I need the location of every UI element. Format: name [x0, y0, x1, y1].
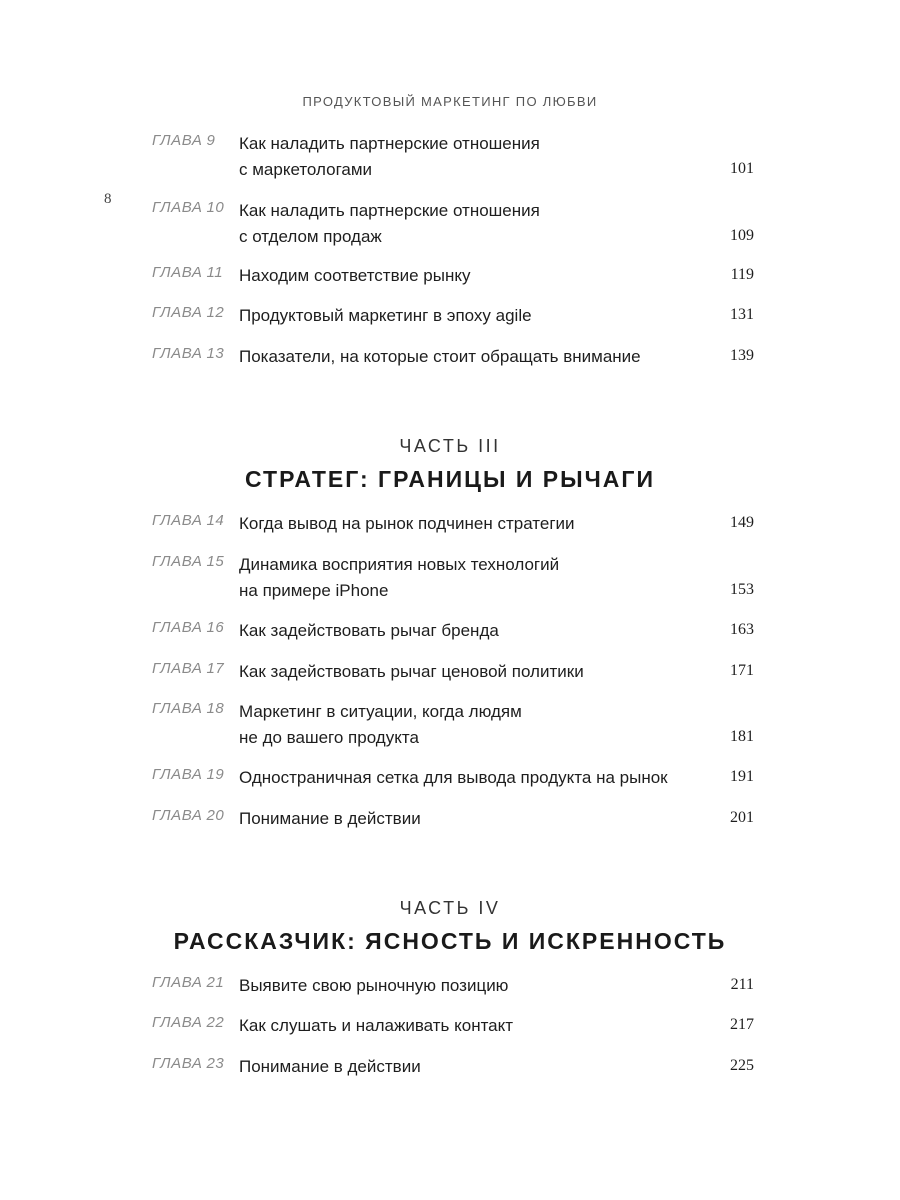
page-ref: 163: [730, 621, 754, 638]
chapter-title-line: Показатели, на которые стоит обращать внимание: [239, 347, 641, 366]
chapter-word: ГЛАВА: [152, 974, 203, 991]
chapter-title: [239, 973, 719, 999]
page-ref: 119: [730, 266, 754, 283]
chapter-word: ГЛАВА: [152, 1014, 203, 1031]
chapter-number: 12: [206, 304, 225, 321]
chapter-title: [239, 198, 719, 250]
chapter-label: [152, 660, 238, 677]
chapter-title-line: Как слушать и налаживать контакт: [239, 1016, 514, 1035]
chapter-title-line: с маркетологами: [239, 160, 373, 179]
chapter-title: [239, 511, 719, 537]
chapter-title-line: Маркетинг в ситуации, когда людям: [239, 702, 522, 721]
part-3-label: ЧАСТЬ III: [399, 436, 501, 456]
chapter-title: [239, 263, 719, 289]
page-ref: 181: [730, 728, 754, 745]
page-ref: 171: [730, 662, 754, 679]
chapter-title: [239, 765, 719, 791]
chapter-number: 14: [206, 512, 225, 529]
chapter-label: [152, 199, 238, 216]
chapter-number: 20: [206, 807, 225, 824]
chapter-title: [239, 303, 719, 329]
chapter-number: 17: [206, 660, 225, 677]
chapter-title: [239, 344, 719, 370]
page-ref: 217: [730, 1016, 754, 1033]
chapter-word: ГЛАВА: [152, 807, 203, 824]
chapter-title: [239, 659, 719, 685]
part-4-label: ЧАСТЬ IV: [399, 898, 501, 918]
chapter-title-line: Как задействовать рычаг бренда: [239, 621, 499, 640]
chapter-word: ГЛАВА: [152, 1055, 203, 1072]
page-ref: 211: [730, 976, 754, 993]
page-ref: 191: [730, 768, 754, 785]
chapter-number: 13: [206, 345, 225, 362]
chapter-word: ГЛАВА: [152, 553, 203, 570]
chapter-title-line: Динамика восприятия новых технологий: [239, 555, 560, 574]
chapter-number: 15: [206, 553, 225, 570]
chapter-number: 9: [206, 132, 216, 149]
chapter-label: [152, 619, 238, 636]
chapter-label: [152, 345, 238, 362]
chapter-word: ГЛАВА: [152, 345, 203, 362]
chapter-word: ГЛАВА: [152, 132, 203, 149]
page-ref: 201: [730, 809, 754, 826]
chapter-title-line: Как наладить партнерские отношения: [239, 201, 540, 220]
page-ref: 101: [730, 160, 754, 177]
chapter-word: ГЛАВА: [152, 264, 203, 281]
chapter-label: [152, 304, 238, 321]
chapter-number: 22: [206, 1014, 225, 1031]
chapter-label: [152, 553, 238, 570]
page-ref: 131: [730, 306, 754, 323]
chapter-title: [239, 552, 719, 604]
chapter-title: [239, 1013, 719, 1039]
chapter-title-line: Выявите свою рыночную позицию: [239, 976, 509, 995]
chapter-title-line: Продуктовый маркетинг в эпоху agile: [239, 306, 532, 325]
chapter-title-line: Находим соответствие рынку: [239, 266, 471, 285]
chapter-title-line: Когда вывод на рынок подчинен стратегии: [239, 514, 575, 533]
page-ref: 109: [730, 227, 754, 244]
chapter-number: 19: [206, 766, 225, 783]
chapter-title-line: Как задействовать рычаг ценовой политики: [239, 662, 584, 681]
chapter-label: [152, 1055, 238, 1072]
chapter-title: [239, 1054, 719, 1080]
chapter-number: 23: [206, 1055, 225, 1072]
chapter-number: 18: [206, 700, 225, 717]
chapter-word: ГЛАВА: [152, 304, 203, 321]
chapter-word: ГЛАВА: [152, 199, 203, 216]
chapter-label: [152, 512, 238, 529]
chapter-number: 16: [206, 619, 225, 636]
chapter-word: ГЛАВА: [152, 766, 203, 783]
chapter-title-line: Как наладить партнерские отношения: [239, 134, 540, 153]
chapter-label: [152, 1014, 238, 1031]
chapter-title-line: с отделом продаж: [239, 227, 382, 246]
chapter-label: [152, 132, 238, 149]
chapter-title-line: Одностраничная сетка для вывода продукта на рынок: [239, 768, 668, 787]
chapter-title-line: не до вашего продукта: [239, 728, 419, 747]
page-ref: 225: [730, 1057, 754, 1074]
page-ref: 139: [730, 347, 754, 364]
chapter-title-line: на примере iPhone: [239, 581, 389, 600]
chapter-number: 11: [206, 264, 224, 281]
chapter-word: ГЛАВА: [152, 660, 203, 677]
chapter-label: [152, 974, 238, 991]
chapter-number: 10: [206, 199, 225, 216]
chapter-word: ГЛАВА: [152, 619, 203, 636]
part-4-title: РАССКАЗЧИК: ЯСНОСТЬ И ИСКРЕННОСТЬ: [173, 928, 727, 954]
page-ref: 153: [730, 581, 754, 598]
chapter-title-line: Понимание в действии: [239, 809, 421, 828]
page-ref: 149: [730, 514, 754, 531]
page-number: 8: [104, 191, 112, 207]
chapter-title: [239, 806, 719, 832]
chapter-label: [152, 766, 238, 783]
chapter-label: [152, 700, 238, 717]
chapter-title-line: Понимание в действии: [239, 1057, 421, 1076]
running-head: ПРОДУКТОВЫЙ МАРКЕТИНГ ПО ЛЮБВИ: [302, 94, 598, 109]
chapter-word: ГЛАВА: [152, 512, 203, 529]
chapter-title: [239, 699, 719, 751]
chapter-label: [152, 807, 238, 824]
chapter-title: [239, 618, 719, 644]
chapter-number: 21: [206, 974, 225, 991]
chapter-word: ГЛАВА: [152, 700, 203, 717]
part-3-title: СТРАТЕГ: ГРАНИЦЫ И РЫЧАГИ: [245, 466, 655, 492]
chapter-title: [239, 131, 719, 183]
chapter-label: [152, 264, 238, 281]
